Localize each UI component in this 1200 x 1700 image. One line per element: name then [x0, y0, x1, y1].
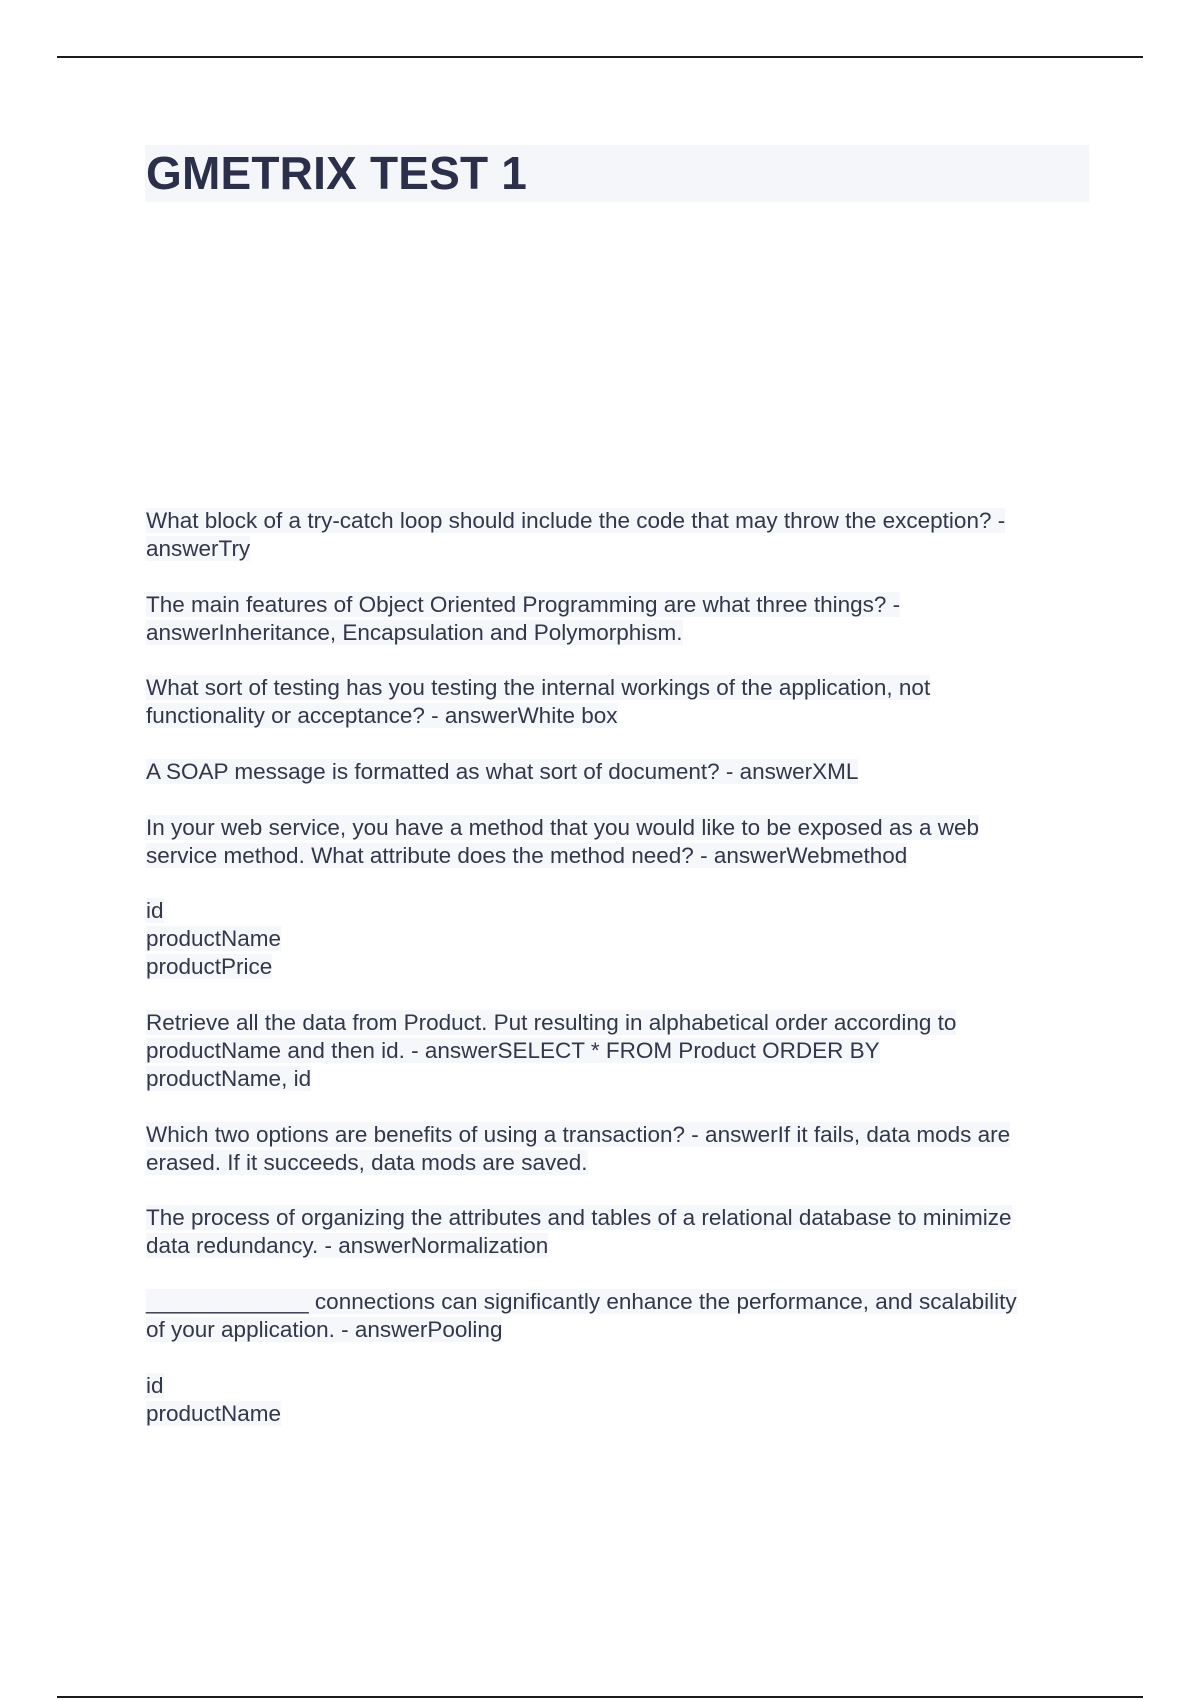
- qa-line: Which two options are benefits of using a transaction? - answerIf it fails, data mods are: [146, 1122, 1011, 1147]
- qa-line: _____________ connections can significantly enhance the performance, and scalability: [146, 1289, 1017, 1314]
- qa-line: The main features of Object Oriented Programming are what three things? -: [146, 592, 901, 617]
- qa-item: [146, 591, 1096, 647]
- qa-item: [146, 814, 1096, 870]
- qa-item: [146, 674, 1096, 730]
- qa-line: data redundancy. - answerNormalization: [146, 1233, 549, 1258]
- qa-line: The process of organizing the attributes and tables of a relational database to minimize: [146, 1205, 1012, 1230]
- qa-line: productName and then id. - answerSELECT * FROM Product ORDER BY: [146, 1038, 880, 1063]
- qa-line: id: [146, 1373, 164, 1398]
- footer-rule: [57, 1696, 1143, 1698]
- qa-line: Retrieve all the data from Product. Put resulting in alphabetical order according to: [146, 1010, 957, 1035]
- qa-item: [146, 1121, 1096, 1177]
- qa-line: What sort of testing has you testing the internal workings of the application, not: [146, 675, 931, 700]
- qa-line: A SOAP message is formatted as what sort of document? - answerXML: [146, 759, 859, 784]
- qa-item: [146, 1288, 1096, 1344]
- qa-item: [146, 897, 1096, 981]
- qa-line: In your web service, you have a method that you would like to be exposed as a web: [146, 815, 979, 840]
- header-rule: [57, 56, 1143, 58]
- qa-line: productName: [146, 926, 282, 951]
- qa-line: productName: [146, 1401, 282, 1426]
- qa-line: answerInheritance, Encapsulation and Polymorphism.: [146, 620, 683, 645]
- qa-line: erased. If it succeeds, data mods are saved.: [146, 1150, 588, 1175]
- qa-line: service method. What attribute does the method need? - answerWebmethod: [146, 843, 908, 868]
- qa-item: [146, 1009, 1096, 1093]
- document-title: GMETRIX TEST 1: [146, 147, 528, 199]
- qa-line: of your application. - answerPooling: [146, 1317, 503, 1342]
- qa-item: [146, 758, 1096, 786]
- qa-line: functionality or acceptance? - answerWhite box: [146, 703, 618, 728]
- qa-line: productName, id: [146, 1066, 312, 1091]
- qa-line: What block of a try-catch loop should include the code that may throw the exception? -: [146, 508, 1006, 533]
- qa-item: [146, 1204, 1096, 1260]
- qa-line: productPrice: [146, 954, 273, 979]
- qa-item: [146, 1372, 1096, 1428]
- qa-item: [146, 507, 1096, 563]
- qa-line: answerTry: [146, 536, 251, 561]
- qa-line: id: [146, 898, 164, 923]
